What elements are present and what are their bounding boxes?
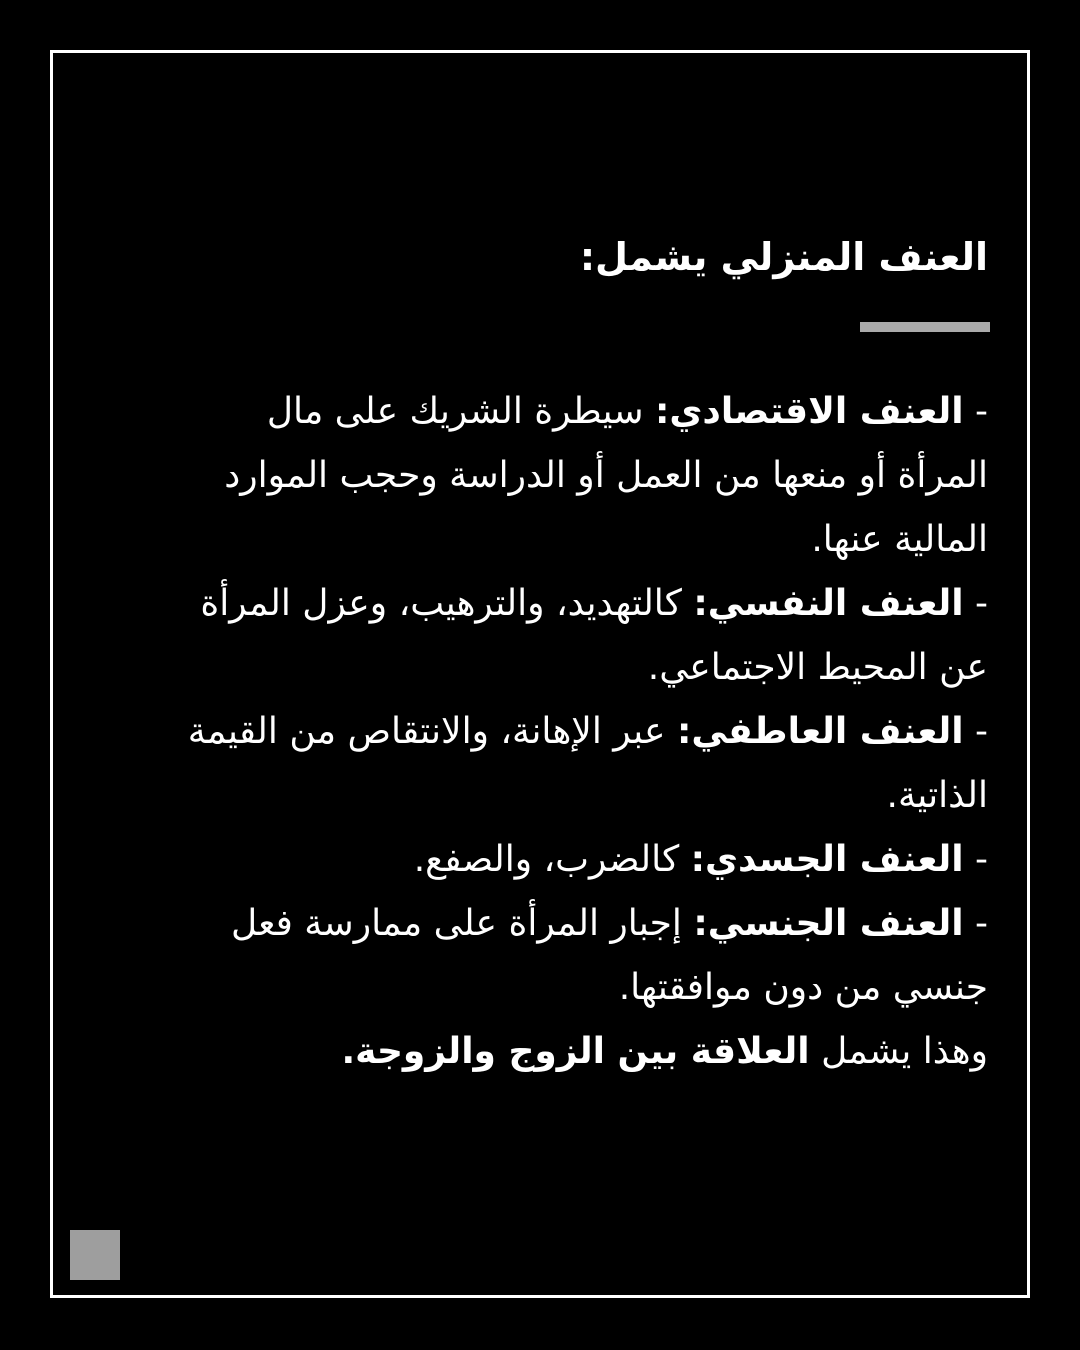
closing-text: وهذا يشمل: [809, 1031, 988, 1072]
item-text: إجبار المرأة على ممارسة فعل جنسي من دون موافقتها.: [230, 903, 988, 1008]
content-body: [168, 380, 988, 1084]
item-term: العنف الاقتصادي:: [655, 391, 964, 432]
item-term: العنف الجنسي:: [693, 903, 964, 944]
item-term: العنف الجسدي:: [690, 839, 964, 880]
item-term: العنف النفسي:: [693, 583, 964, 624]
title-divider: [860, 322, 990, 332]
item-prefix: -: [963, 583, 988, 624]
list-item-physical: [168, 828, 988, 892]
item-text: عبر الإهانة، والانتقاص من القيمة الذاتية.: [187, 711, 988, 816]
item-prefix: -: [963, 391, 988, 432]
list-item-emotional: [168, 700, 988, 828]
item-prefix: -: [963, 711, 988, 752]
closing-bold: العلاقة بين الزوج والزوجة.: [341, 1031, 810, 1072]
item-text: كالضرب، والصفع.: [413, 839, 691, 880]
list-item-psychological: [168, 572, 988, 700]
item-text: كالتهديد، والترهيب، وعزل المرأة عن المحيط الاجتماعي.: [200, 583, 988, 688]
item-prefix: -: [963, 839, 988, 880]
closing-line: [168, 1020, 988, 1084]
list-item-sexual: [168, 892, 988, 1020]
corner-square-icon: [70, 1230, 120, 1280]
list-item-economic: [168, 380, 988, 572]
item-prefix: -: [963, 903, 988, 944]
item-term: العنف العاطفي:: [676, 711, 964, 752]
item-text: سيطرة الشريك على مال المرأة أو منعها من العمل أو الدراسة وحجب الموارد المالية عنها.: [224, 391, 988, 560]
page-title: العنف المنزلي يشمل:: [579, 235, 988, 279]
